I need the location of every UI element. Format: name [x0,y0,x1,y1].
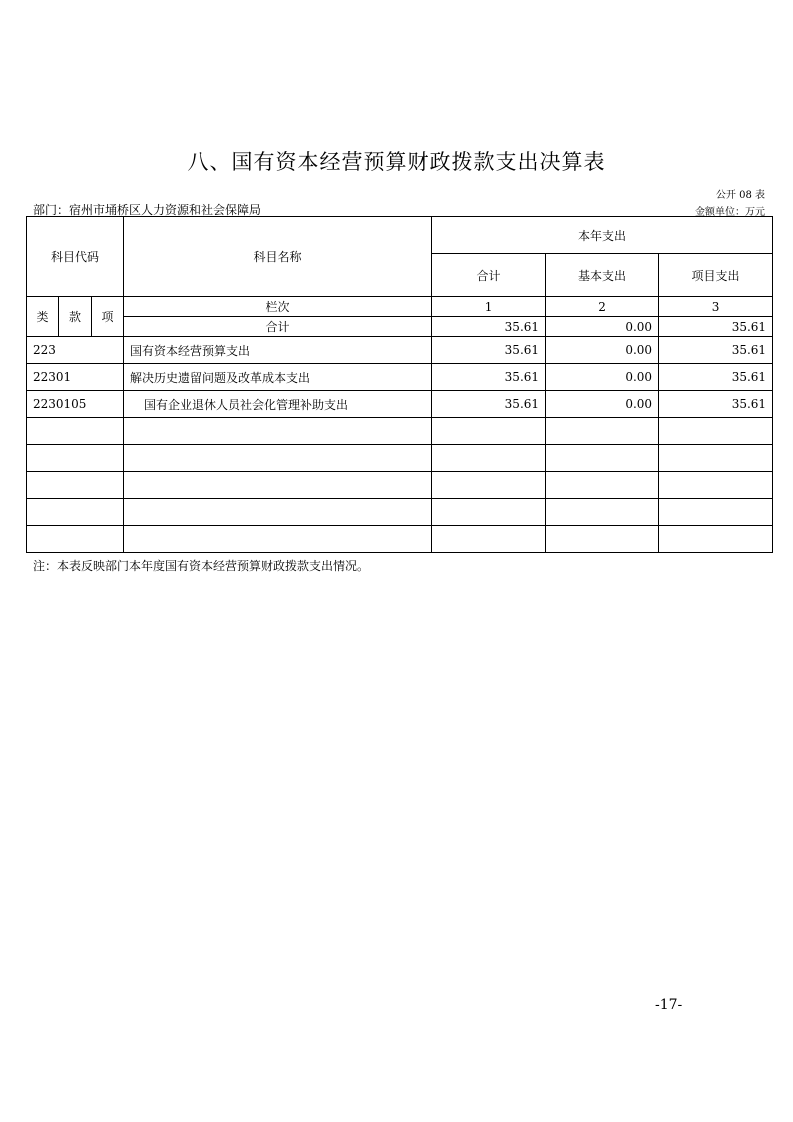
header-lei: 类 [27,297,59,337]
empty-cell [124,472,432,499]
empty-cell [659,499,773,526]
header-row-1 [27,217,773,254]
total-row [27,317,773,337]
header-name: 科目名称 [124,217,432,297]
empty-cell [124,526,432,553]
budget-table [26,216,773,553]
total-label: 合计 [124,317,432,337]
empty-cell [546,499,659,526]
row-total: 35.61 [432,337,546,364]
unit-label: 金额单位：万元 [695,207,765,218]
row-code: 22301 [27,364,124,391]
row-basic: 0.00 [546,337,659,364]
column-order-label: 栏次 [124,297,432,317]
col-number-2: 2 [546,297,659,317]
table-row [27,364,773,391]
column-order-row [27,297,773,317]
empty-row [27,526,773,553]
header-xiang: 项 [92,297,124,337]
empty-cell [659,472,773,499]
form-number: 公开 08 表 [715,190,765,201]
table-row [27,337,773,364]
col-number-1: 1 [432,297,546,317]
row-name: 国有资本经营预算支出 [124,337,432,364]
empty-cell [546,445,659,472]
row-code: 2230105 [27,391,124,418]
row-project: 35.61 [659,337,773,364]
header-project: 项目支出 [659,254,773,297]
empty-cell [432,445,546,472]
empty-cell [432,418,546,445]
row-basic: 0.00 [546,391,659,418]
header-current-year: 本年支出 [432,217,773,254]
table-note: 注：本表反映部门本年度国有资本经营预算财政拨款支出情况。 [33,559,370,573]
empty-cell [27,418,124,445]
empty-cell [659,526,773,553]
empty-cell [659,418,773,445]
department-label: 部门：宿州市埇桥区人力资源和社会保障局 [33,203,262,217]
empty-cell [27,472,124,499]
empty-row [27,445,773,472]
empty-row [27,418,773,445]
empty-cell [432,472,546,499]
empty-cell [124,445,432,472]
empty-cell [124,418,432,445]
empty-cell [27,499,124,526]
header-total: 合计 [432,254,546,297]
empty-cell [546,472,659,499]
table-row [27,391,773,418]
total-total: 35.61 [432,317,546,337]
header-code: 科目代码 [27,217,124,297]
header-basic: 基本支出 [546,254,659,297]
row-project: 35.61 [659,364,773,391]
col-number-3: 3 [659,297,773,317]
row-project: 35.61 [659,391,773,418]
row-basic: 0.00 [546,364,659,391]
total-project: 35.61 [659,317,773,337]
empty-cell [124,499,432,526]
row-code: 223 [27,337,124,364]
page-number: -17- [655,997,683,1013]
row-name: 国有企业退休人员社会化管理补助支出 [124,391,432,418]
empty-row [27,472,773,499]
row-total: 35.61 [432,391,546,418]
empty-cell [546,418,659,445]
empty-row [27,499,773,526]
header-kuan: 款 [59,297,92,337]
empty-cell [546,526,659,553]
empty-cell [27,445,124,472]
row-name: 解决历史遗留问题及改革成本支出 [124,364,432,391]
row-total: 35.61 [432,364,546,391]
empty-cell [659,445,773,472]
total-basic: 0.00 [546,317,659,337]
empty-cell [27,526,124,553]
empty-cell [432,499,546,526]
page-title: 八、国有资本经营预算财政拨款支出决算表 [187,150,606,174]
empty-cell [432,526,546,553]
